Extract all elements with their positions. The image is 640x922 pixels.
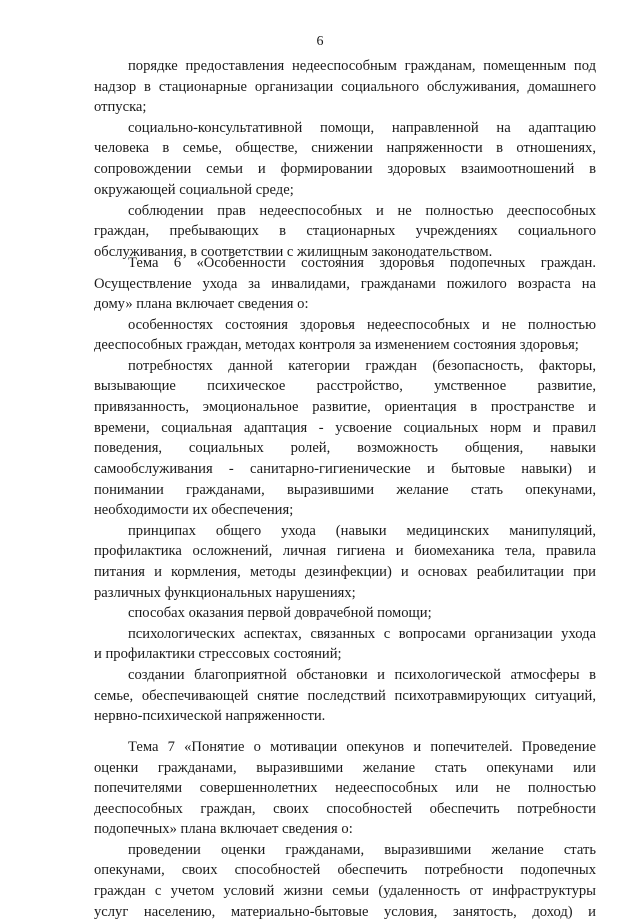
text-line: создании благоприятной обстановки и психологической атмосферы в [128, 667, 596, 683]
text-line: отпуска; [94, 99, 147, 115]
text-line: услуг населению, материально-бытовые условия, занятость, доход) и [94, 904, 596, 920]
text-line: привязанность, эмоциональное развитие, ориентация в пространстве и [94, 399, 596, 415]
text-line: граждан, пребывающих в стационарных учреждениях социального [94, 223, 596, 239]
text-line: поведения, социальных ролей, возможность общения, навыки [94, 440, 596, 456]
text-line: особенностях состояния здоровья недееспособных и не полностью [128, 317, 596, 333]
text-line: окружающей социальной среде; [94, 182, 294, 198]
text-line: и профилактики стрессовых состояний; [94, 646, 342, 662]
text-line: самообслуживания - санитарно-гигиенические и бытовые навыки) и [94, 461, 596, 477]
text-line: психологических аспектах, связанных с вопросами организации ухода [128, 626, 596, 642]
text-line: питания и кормления, методы дезинфекции) и основах реабилитации при [94, 564, 596, 580]
text-line: потребностях данной категории граждан (безопасность, факторы, [128, 358, 596, 374]
text-line: сопровождении семьи и формировании здоровых взаимоотношений в [94, 161, 596, 177]
text-line: порядке предоставления недееспособным гражданам, помещенным под [128, 58, 596, 74]
text-line: принципах общего ухода (навыки медицинских манипуляций, [128, 523, 596, 539]
text-line: соблюдении прав недееспособных и не полностью дееспособных [128, 203, 596, 219]
text-line: Осуществление ухода за инвалидами, гражданами пожилого возраста на [94, 276, 596, 292]
text-line: надзор в стационарные организации социального обслуживания, домашнего [94, 79, 596, 95]
text-line: Тема 7 «Понятие о мотивации опекунов и попечителей. Проведение [128, 739, 596, 755]
text-line: подопечных» плана включает сведения о: [94, 821, 353, 837]
text-line: профилактика осложнений, личная гигиена и биомеханика тела, правила [94, 543, 596, 559]
text-line: человека в семье, обществе, снижении напряженности в отношениях, [94, 140, 596, 156]
text-line: необходимости их обеспечения; [94, 502, 294, 518]
text-line: времени, социальная адаптация - усвоение социальных норм и правил [94, 420, 596, 436]
text-line: опекунами, своих способностей обеспечить потребности подопечных [94, 862, 596, 878]
text-line: различных функциональных нарушениях; [94, 585, 356, 601]
text-line: семье, обеспечивающей снятие последствий психотравмирующих ситуаций, [94, 688, 596, 704]
text-line: оценки гражданами, выразившими желание стать опекунами или [94, 760, 596, 776]
text-line: способах оказания первой доврачебной помощи; [128, 605, 432, 621]
page-number: 6 [316, 34, 324, 49]
text-line: попечителями совершеннолетних недееспособных или не полностью [94, 780, 596, 796]
text-line: Тема 6 «Особенности состояния здоровья подопечных граждан. [128, 255, 596, 271]
text-line: дееспособных граждан, своих способностей обеспечить потребности [94, 801, 596, 817]
text-line: дому» плана включает сведения о: [94, 296, 309, 312]
text-line: вызывающие психическое расстройство, умственное развитие, [94, 378, 596, 394]
text-line: дееспособных граждан, методах контроля за изменением состояния здоровья; [94, 337, 579, 353]
text-line: нервно-психической напряженности. [94, 708, 326, 724]
text-line: понимании гражданами, выразившими желание стать опекунами, [94, 482, 596, 498]
text-line: социально-консультативной помощи, направленной на адаптацию [128, 120, 596, 136]
text-line: обслуживания, в соответствии с жилищным законодательством. [94, 244, 493, 260]
text-line: граждан с учетом условий жизни семьи (удаленность от инфраструктуры [94, 883, 596, 899]
text-line: проведении оценки гражданами, выразившими желание стать [128, 842, 596, 858]
